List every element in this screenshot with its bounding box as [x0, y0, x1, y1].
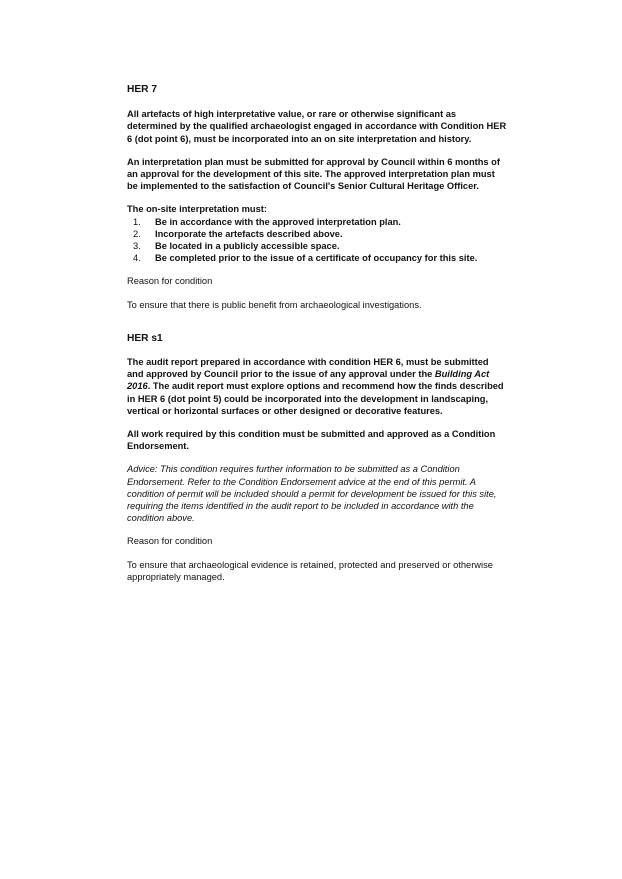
list-item-text: Be located in a publicly accessible space.	[155, 241, 340, 252]
hers1-paragraph-1	[127, 356, 507, 417]
list-item-text: Be completed prior to the issue of a certificate of occupancy for this site.	[155, 253, 478, 264]
list-item	[127, 240, 507, 252]
building-act-reference: Building Act 2016	[127, 369, 490, 392]
hers1-paragraph-1-end: . The audit report must explore options and recommend how the finds described in HER 6 (dot point 5) could be incorporated into the development in landscaping, vertical or horizontal surfaces or other designed or decorative features.	[127, 381, 504, 416]
hers1-paragraph-1-start: The audit report prepared in accordance with condition HER 6, must be submitted and approved by Council prior to the issue of any approval under the	[127, 357, 489, 380]
her7-list-intro: The on-site interpretation must:	[127, 204, 267, 215]
list-item-text: Be in accordance with the approved interpretation plan.	[155, 216, 401, 227]
list-item	[127, 252, 507, 264]
her7-paragraph-2: An interpretation plan must be submitted for approval by Council within 6 months of an approval for the development of this site. The approved interpretation plan must be implemented to the satisfaction of Council's Senior Cultural Heritage Officer.	[127, 156, 500, 192]
hers1-reason-label: Reason for condition	[127, 536, 213, 547]
her7-reason-text: To ensure that there is public benefit from archaeological investigations.	[127, 299, 422, 310]
hers1-reason-text: To ensure that archaeological evidence is retained, protected and preserved or otherwise appropriately managed.	[127, 559, 493, 582]
document-page	[127, 84, 507, 583]
her7-paragraph-1: All artefacts of high interpretative value, or rare or otherwise significant as determined by the qualified archaeologist engaged in accordance with Condition HER 6 (dot point 6), must be incorporated into an on site interpretation and history.	[127, 109, 507, 144]
list-item-text: Incorporate the artefacts described above.	[155, 228, 343, 239]
list-item-number: 3.	[133, 241, 141, 252]
list-item	[127, 228, 507, 240]
list-item	[127, 216, 507, 228]
list-item-number: 2.	[133, 228, 141, 239]
hers1-paragraph-2: All work required by this condition must be submitted and approved as a Condition Endorsement.	[127, 429, 496, 452]
hers1-heading: HER s1	[127, 332, 163, 344]
her7-reason-label: Reason for condition	[127, 276, 213, 287]
list-item-number: 4.	[133, 253, 141, 264]
hers1-advice: Advice: This condition requires further information to be submitted as a Condition Endorsement. Refer to the Condition Endorsement advice at the end of this permit. A condition of permit will be included should a permit for development be issued for this site, requiring the items identified in the audit report to be included in accordance with the condition above.	[127, 464, 497, 524]
her7-heading: HER 7	[127, 84, 158, 95]
her7-list	[127, 216, 507, 265]
list-item-number: 1.	[133, 216, 141, 227]
